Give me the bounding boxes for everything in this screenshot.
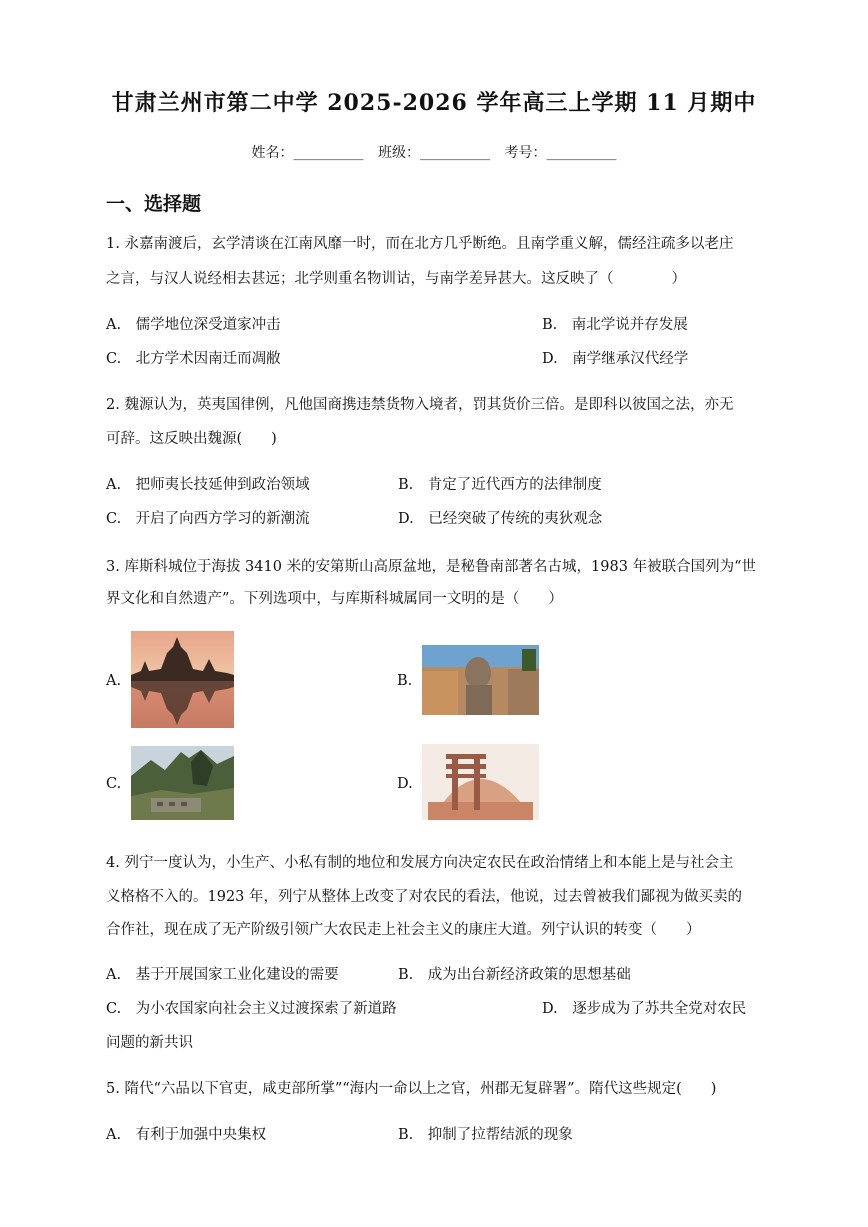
exam-number-field[interactable]: 考号：__________ <box>504 145 617 161</box>
q3-stem-line1: 3. 库斯科城位于海拔 3410 米的安第斯山高原盆地，是秘鲁南部著名古城，1983 年被联合国列为“世 <box>106 559 756 575</box>
q3-stem-line2: 界文化和自然遗产”。下列选项中，与库斯科城属同一文明的是（ ） <box>106 591 563 607</box>
buddha-ruins-image[interactable] <box>422 645 539 715</box>
q4-stem-line1: 4. 列宁一度认为，小生产、小私有制的地位和发展方向决定农民在政治情绪上和本能上是与社会主 <box>106 855 734 871</box>
class-field[interactable]: 班级：__________ <box>378 145 490 161</box>
q1-option-d[interactable]: D. 南学继承汉代经学 <box>542 351 689 367</box>
q5-stem-line1: 5. 隋代“六品以下官吏，咸吏部所掌”“海内一命以上之官，州郡无复辟署”。隋代这些规定( ) <box>106 1081 717 1097</box>
q2-stem-line1: 2. 魏源认为，英夷国律例，凡他国商携违禁货物入境者，罚其货价三倍。是即科以彼国之法，亦无 <box>106 397 734 413</box>
q2-option-b[interactable]: B. 肯定了近代西方的法律制度 <box>398 477 602 493</box>
q5-option-a[interactable]: A. 有利于加强中央集权 <box>106 1127 267 1143</box>
q4-stem-line2: 义格格不入的。1923 年，列宁从整体上改变了对农民的看法，他说，过去曾被我们鄙视为做买卖的 <box>106 889 743 905</box>
sanchi-stupa-image[interactable] <box>422 744 539 820</box>
q1-stem-line2: 之言，与汉人说经相去甚远；北学则重名物训诂，与南学差异甚大。这反映了（ ） <box>106 271 686 287</box>
q1-option-b[interactable]: B. 南北学说并存发展 <box>542 317 688 333</box>
q1-stem-line1: 1. 永嘉南渡后，玄学清谈在江南风靡一时，而在北方几乎断绝。且南学重义解，儒经注疏多以老庄 <box>106 236 734 252</box>
q3-option-c-label[interactable]: C. <box>106 776 122 792</box>
q2-option-c[interactable]: C. 开启了向西方学习的新潮流 <box>106 511 310 527</box>
q2-stem-line2: 可辞。这反映出魏源( ) <box>106 431 277 447</box>
q2-option-a[interactable]: A. 把师夷长技延伸到政治领域 <box>106 477 310 493</box>
q4-option-c[interactable]: C. 为小农国家向社会主义过渡探索了新道路 <box>106 1001 397 1017</box>
q4-option-d-continued: 问题的新共识 <box>106 1035 193 1051</box>
q5-option-b[interactable]: B. 抑制了拉帮结派的现象 <box>398 1127 573 1143</box>
q3-option-a-label[interactable]: A. <box>106 673 122 689</box>
student-info-row <box>0 142 868 162</box>
q4-stem-line3: 合作社，现在成了无产阶级引领广大农民走上社会主义的康庄大道。列宁认识的转变（ ） <box>106 922 701 938</box>
name-field[interactable]: 姓名：__________ <box>251 145 364 161</box>
section-heading: 一、选择题 <box>106 193 202 215</box>
q2-option-d[interactable]: D. 已经突破了传统的夷狄观念 <box>398 511 603 527</box>
q3-option-b-label[interactable]: B. <box>397 673 413 689</box>
q4-option-a[interactable]: A. 基于开展国家工业化建设的需要 <box>106 967 339 983</box>
q1-option-c[interactable]: C. 北方学术因南迁而凋敝 <box>106 351 281 367</box>
angkor-wat-image[interactable] <box>131 631 234 728</box>
machu-picchu-image[interactable] <box>131 746 234 820</box>
page-title: 甘肃兰州市第二中学 2025-2026 学年高三上学期 11 月期中 <box>111 90 757 116</box>
q3-option-d-label[interactable]: D. <box>397 776 413 792</box>
q4-option-b[interactable]: B. 成为出台新经济政策的思想基础 <box>398 967 631 983</box>
q1-option-a[interactable]: A. 儒学地位深受道家冲击 <box>106 317 281 333</box>
q4-option-d[interactable]: D. 逐步成为了苏共全党对农民 <box>542 1001 747 1017</box>
